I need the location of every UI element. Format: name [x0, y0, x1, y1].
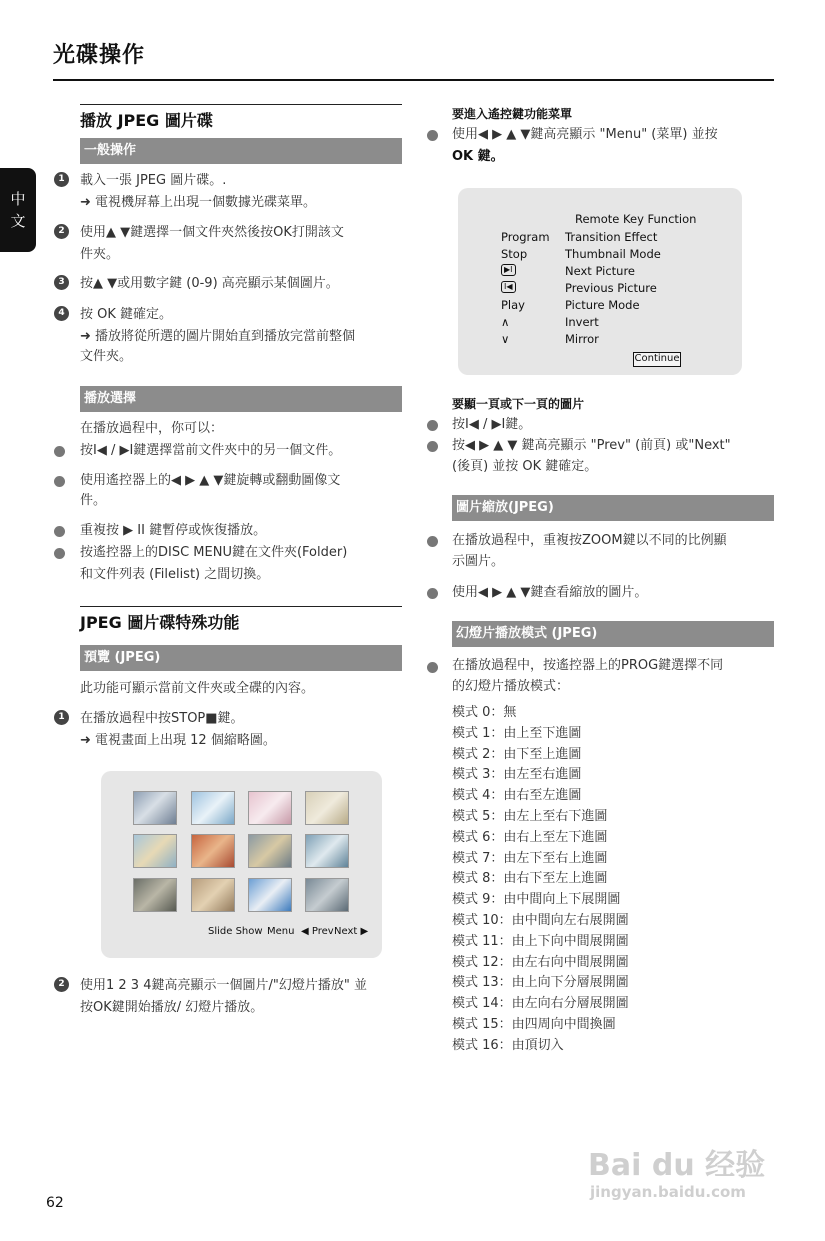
page-navigation-1: 按I◀ / ▶I鍵。 — [452, 417, 532, 432]
play-option-4-cont: 和文件列表 (Filelist) 之間切換。 — [80, 567, 270, 582]
mode-item: 模式 13：由上向下分層展開圖 — [452, 975, 629, 991]
mode-item: 模式 11：由上下向中間展開圖 — [452, 933, 629, 949]
play-intro: 在播放過程中，你可以： — [80, 421, 224, 436]
step-number-1: 1 — [54, 710, 69, 725]
bullet — [427, 130, 438, 141]
zoom-instruction-2: 使用◀ ▶ ▲ ▼鍵查看縮放的圖片。 — [452, 585, 648, 600]
thumbnail-panel — [101, 771, 382, 958]
continue-button[interactable]: Continue — [633, 352, 681, 367]
lang-tab-char-1: 中 — [10, 190, 26, 208]
preview-step1: 在播放過程中按STOP■鍵。 — [80, 711, 244, 726]
zoom-instruction-1-cont: 示圖片。 — [452, 554, 505, 569]
slideshow-instruction-cont: 的幻燈片播放模式： — [452, 679, 570, 694]
play-selection-bar: 播放選擇 — [80, 386, 402, 412]
thumbnail-image[interactable] — [191, 791, 235, 825]
prev-button[interactable]: ◀ Prev — [301, 926, 334, 937]
func-thumbnail-mode: Thumbnail Mode — [565, 247, 661, 261]
remote-key-panel — [458, 188, 742, 375]
mode-item: 模式 2：由下至上進圖 — [452, 746, 582, 762]
page-navigation-heading: 要顯一頁或下一頁的圖片 — [452, 397, 585, 411]
bullet — [427, 662, 438, 673]
mode-item: 模式 0：無 — [452, 705, 517, 720]
zoom-instruction-1: 在播放過程中，重複按ZOOM鍵以不同的比例顯 — [452, 533, 727, 548]
mode-item: 模式 9：由中間向上下展開圖 — [452, 892, 621, 908]
thumbnail-image[interactable] — [133, 791, 177, 825]
remote-key-instruction: 使用◀ ▶ ▲ ▼鍵高亮顯示 "Menu" (菜單) 並按 — [452, 127, 718, 142]
thumbnail-image[interactable] — [248, 834, 292, 868]
step-number-2: 2 — [54, 224, 69, 239]
mode-item: 模式 4：由右至左進圖 — [452, 788, 582, 804]
thumbnail-image[interactable] — [305, 878, 349, 912]
thumbnail-image[interactable] — [305, 791, 349, 825]
section-title-jpeg: 播放 JPEG 圖片碟 — [80, 111, 213, 130]
bullet — [54, 526, 65, 537]
thumbnail-image[interactable] — [133, 878, 177, 912]
preview-bar: 預覽 (JPEG) — [80, 645, 402, 671]
thumbnail-image[interactable] — [248, 878, 292, 912]
step4-result-cont: 文件夾。 — [80, 349, 133, 364]
thumbnail-image[interactable] — [248, 791, 292, 825]
step2-text: 使用▲ ▼鍵選擇一個文件夾然後按OK打開該文 — [80, 225, 344, 240]
slideshow-instruction: 在播放過程中，按遙控器上的PROG鍵選擇不同 — [452, 658, 724, 673]
func-mirror: Mirror — [565, 332, 599, 346]
page-number: 62 — [46, 1195, 64, 1211]
step4-text: 按 OK 鍵確定。 — [80, 307, 173, 322]
func-next-picture: Next Picture — [565, 264, 635, 278]
language-tab — [0, 168, 36, 252]
bullet — [427, 536, 438, 547]
func-previous-picture: Previous Picture — [565, 281, 657, 295]
bullet — [427, 441, 438, 452]
general-operation-bar: 一般操作 — [80, 138, 402, 164]
mode-item: 模式 10：由中間向左右展開圖 — [452, 912, 629, 928]
bullet — [54, 446, 65, 457]
play-option-3: 重複按 ▶ II 鍵暫停或恢復播放。 — [80, 523, 267, 538]
play-option-4: 按遙控器上的DISC MENU鍵在文件夾(Folder) — [80, 545, 348, 560]
step-number-3: 3 — [54, 275, 69, 290]
play-option-2: 使用遙控器上的◀ ▶ ▲ ▼鍵旋轉或翻動圖像文 — [80, 473, 341, 488]
mode-item: 模式 8：由右下至左上進圖 — [452, 871, 608, 887]
slideshow-mode-bar: 幻燈片播放模式 (JPEG) — [452, 621, 774, 647]
step-number-2: 2 — [54, 977, 69, 992]
zoom-bar: 圖片縮放(JPEG) — [452, 495, 774, 521]
step-number-1: 1 — [54, 172, 69, 187]
mode-item: 模式 6：由右上至左下進圖 — [452, 829, 608, 845]
menu-button[interactable]: Menu — [267, 926, 295, 937]
play-option-2-cont: 件。 — [80, 493, 107, 508]
page-title: 光碟操作 — [53, 43, 146, 68]
bullet — [54, 548, 65, 559]
page-navigation-2-cont: (後頁) 並按 OK 鍵確定。 — [452, 459, 598, 474]
preview-step2: 使用1 2 3 4鍵高亮顯示一個圖片/"幻燈片播放" 並 — [80, 978, 367, 993]
mode-item: 模式 12：由左右向中間展開圖 — [452, 954, 629, 970]
preview-intro: 此功能可顯示當前文件夾或全碟的內容。 — [80, 681, 315, 696]
bullet — [427, 420, 438, 431]
key-play: Play — [501, 298, 525, 312]
down-arrow-icon: ∨ — [501, 332, 510, 346]
preview-step2-cont: 按OK鍵開始播放/ 幻燈片播放。 — [80, 1000, 264, 1015]
remote-key-instruction-cont: OK 鍵。 — [452, 149, 504, 164]
lang-tab-char-2: 文 — [10, 212, 26, 230]
key-program: Program — [501, 230, 550, 244]
play-option-1: 按I◀ / ▶I鍵選擇當前文件夾中的另一個文件。 — [80, 443, 342, 458]
remote-key-heading: 要進入遙控鍵功能菜單 — [452, 107, 573, 121]
next-key-icon: ▶I — [501, 264, 516, 276]
thumbnail-image[interactable] — [305, 834, 349, 868]
mode-item: 模式 15：由四周向中間換圖 — [452, 1016, 616, 1032]
slide-show-button[interactable]: Slide Show — [208, 926, 263, 937]
section-rule — [80, 104, 402, 105]
mode-item: 模式 1：由上至下進圖 — [452, 725, 582, 741]
section-rule — [80, 606, 402, 607]
func-invert: Invert — [565, 315, 599, 329]
title-rule — [53, 79, 774, 81]
previous-key-icon: I◀ — [501, 281, 516, 293]
step1-result: ➜ 電視機屏幕上出現一個數據光碟菜單。 — [80, 195, 317, 210]
preview-step1-result: ➜ 電視畫面上出現 12 個縮略圖。 — [80, 733, 276, 748]
page-navigation-2: 按◀ ▶ ▲ ▼ 鍵高亮顯示 "Prev" (前頁) 或"Next" — [452, 438, 731, 453]
mode-item: 模式 5：由左上至右下進圖 — [452, 808, 608, 824]
remote-key-header: Remote Key Function — [575, 212, 697, 226]
bullet — [427, 588, 438, 599]
step-number-4: 4 — [54, 306, 69, 321]
baidu-watermark-logo: Bai du 经验 — [588, 1148, 766, 1183]
thumbnail-image[interactable] — [133, 834, 177, 868]
mode-item: 模式 16：由頂切入 — [452, 1037, 564, 1053]
baidu-watermark-url: jingyan.baidu.com — [590, 1183, 746, 1201]
func-transition-effect: Transition Effect — [565, 230, 658, 244]
mode-item: 模式 14：由左向右分層展開圖 — [452, 996, 629, 1012]
key-stop: Stop — [501, 247, 528, 261]
step4-result: ➜ 播放將從所選的圖片開始直到播放完當前整個 — [80, 329, 356, 344]
next-button[interactable]: Next ▶ — [334, 926, 369, 937]
step2-text-cont: 件夾。 — [80, 247, 120, 262]
mode-item: 模式 7：由左下至右上進圖 — [452, 850, 608, 866]
bullet — [54, 476, 65, 487]
up-arrow-icon: ∧ — [501, 315, 510, 329]
func-picture-mode: Picture Mode — [565, 298, 640, 312]
mode-item: 模式 3：由左至右進圖 — [452, 767, 582, 783]
thumbnail-image[interactable] — [191, 834, 235, 868]
section-title-special: JPEG 圖片碟特殊功能 — [80, 613, 240, 632]
slideshow-mode-list — [452, 703, 629, 1057]
step1-text: 載入一張 JPEG 圖片碟。. — [80, 173, 227, 188]
thumbnail-image[interactable] — [191, 878, 235, 912]
step3-text: 按▲ ▼或用數字鍵 (0-9) 高亮顯示某個圖片。 — [80, 276, 339, 291]
